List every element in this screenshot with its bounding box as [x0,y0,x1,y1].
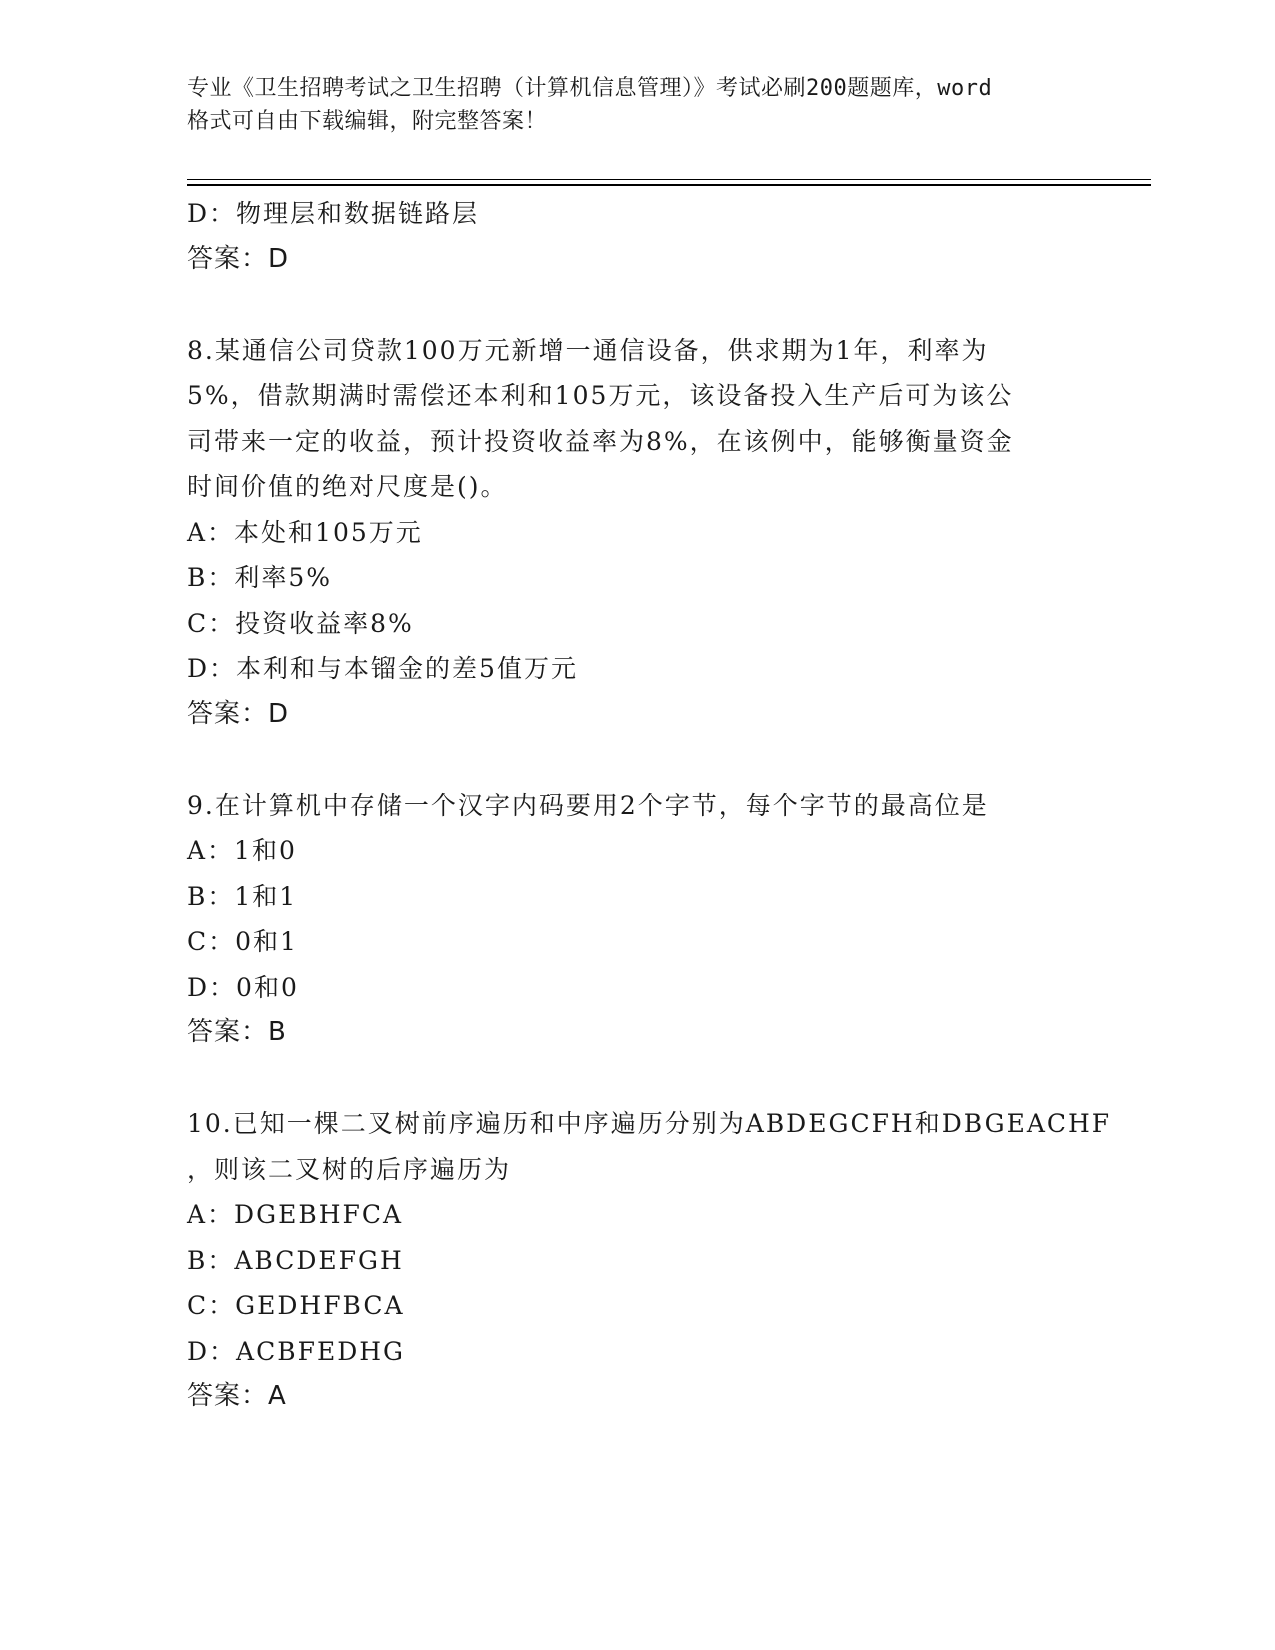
question-10-option-a: A：DGEBHFCA [187,1200,404,1229]
question-9-option-c: C：0和1 [187,927,298,956]
question-8-option-b: B：利率5% [187,563,333,592]
question-8-text-line-4: 时间价值的绝对尺度是()。 [187,472,508,501]
question-9-answer: 答案：B [187,1017,287,1047]
question-8-option-d: D：本利和与本镏金的差5值万元 [187,654,578,683]
question-8-text-line-1: 8.某通信公司贷款100万元新增一通信设备，供求期为1年，利率为 [187,335,989,365]
document-body [187,191,1112,1420]
question-8-text-line-3: 司带来一定的收益，预计投资收益率为8%，在该例中，能够衡量资金 [187,426,1014,456]
question-8-answer: 答案：D [187,698,290,729]
spacer [187,282,1087,328]
question-9-option-d: D：0和0 [187,972,299,1002]
question-10-answer: 答案：A [187,1381,287,1411]
question-9 [187,783,1087,1056]
question-9-option-b: B：1和1 [187,881,298,911]
prev-option-d: D：物理层和数据链路层 [187,199,480,228]
document-header [187,72,1087,138]
question-9-text-line-1: 9.在计算机中存储一个汉字内码要用2个字节，每个字节的最高位是 [187,790,989,820]
question-10-option-b: B：ABCDEFGH [187,1245,404,1275]
question-8-text-line-2: 5%，借款期满时需偿还本利和105万元，该设备投入生产后可为该公 [187,381,1014,410]
question-10-text-line-1: 10.已知一棵二叉树前序遍历和中序遍历分别为ABDEGCFH和DBGEACHF [187,1109,1112,1138]
header-divider-thin [187,179,1151,180]
question-8-option-c: C：投资收益率8% [187,608,414,638]
prev-answer: 答案：D [187,243,290,274]
question-10-option-c: C：GEDHFBCA [187,1291,405,1320]
header-line-1: 专业《卫生招聘考试之卫生招聘（计算机信息管理）》考试必刷200题题库，word [187,76,993,101]
spacer [187,737,1087,783]
header-line-2: 格式可自由下载编辑，附完整答案！ [187,109,548,134]
question-10-option-d: D：ACBFEDHG [187,1336,406,1366]
question-9-option-a: A：1和0 [187,836,297,865]
question-10-text-line-2: ，则该二叉树的后序遍历为 [187,1154,512,1184]
question-8-option-a: A：本处和105万元 [187,517,423,547]
spacer [187,1056,1087,1102]
header-divider-thick [187,184,1151,186]
question-8 [187,328,1087,738]
question-10 [187,1101,1112,1420]
